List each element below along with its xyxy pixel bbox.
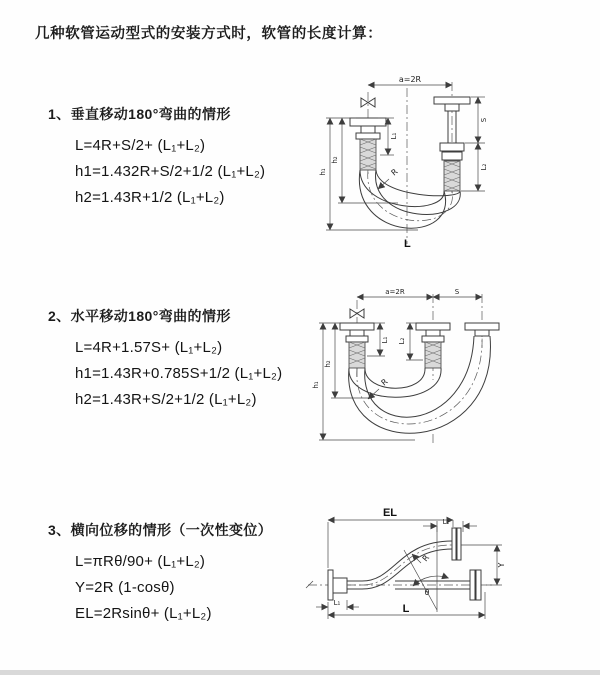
section-heading: 1、垂直移动180°弯曲的情形 <box>48 106 231 122</box>
formula-list <box>75 133 265 211</box>
section-heading: 2、水平移动180°弯曲的情形 <box>48 308 231 324</box>
dim-label-y: Y <box>497 562 506 568</box>
dim-label-l2: L₂ <box>442 518 450 526</box>
dimension-l2 <box>461 143 488 191</box>
left-riser <box>340 323 374 368</box>
formula: L=4R+S/2+ (L₁+L₂) <box>75 137 206 154</box>
valve-icon <box>350 309 364 318</box>
dimension-y <box>461 545 506 585</box>
formula-list <box>75 549 272 627</box>
formula: EL=2Rsinθ+ (L₁+L₂) <box>75 605 212 622</box>
displaced-flange <box>452 528 461 560</box>
dim-label-a2r: a=2R <box>385 288 405 296</box>
dim-label-r: R <box>420 553 432 564</box>
dim-label-h2: h₂ <box>331 156 339 164</box>
dim-label-s: S <box>454 288 460 296</box>
dim-label-l1: L₁ <box>333 599 341 607</box>
dim-label-r: R <box>379 377 390 388</box>
dim-label-l: L <box>402 603 410 615</box>
section-lateral-displacement <box>48 520 272 627</box>
formula-list <box>75 335 282 413</box>
left-flange <box>328 570 347 600</box>
dim-label-l2: L₂ <box>398 337 406 345</box>
diagram-vertical-180-bend <box>300 72 590 254</box>
formula: h1=1.432R+S/2+1/2 (L₁+L₂) <box>75 163 266 180</box>
formula: Y=2R (1-cosθ) <box>75 579 175 596</box>
dimension-l-total <box>328 592 485 619</box>
dim-label-l-total: L <box>404 238 411 250</box>
scan-edge <box>0 670 600 675</box>
section-horizontal-movement <box>48 306 282 413</box>
hose-s-curve <box>347 541 452 589</box>
dim-label-s: S <box>480 117 488 123</box>
formula: L=4R+1.57S+ (L₁+L₂) <box>75 339 223 356</box>
dim-label-l1: L₁ <box>390 132 398 140</box>
dim-label-h1: h₁ <box>319 168 327 176</box>
radius-leader <box>412 553 431 563</box>
dim-label-l1: L₁ <box>381 336 389 344</box>
dim-label-theta: θ <box>424 588 430 597</box>
dim-label-h1: h₁ <box>312 381 320 389</box>
formula: h1=1.43R+0.785S+1/2 (L₁+L₂) <box>75 365 283 382</box>
dim-label-el: EL <box>382 507 398 519</box>
diagram-lateral-displacement <box>300 500 600 650</box>
dimension-s <box>433 288 482 297</box>
formula: h2=1.43R+1/2 (L₁+L₂) <box>75 189 225 206</box>
dimension-a2r <box>368 75 452 85</box>
dim-label-r: R <box>389 167 400 178</box>
page-title: 几种软管运动型式的安装方式时，软管的长度计算： <box>35 26 383 42</box>
formula: L=πRθ/90+ (L₁+L₂) <box>75 553 206 570</box>
middle-riser <box>416 323 450 368</box>
dim-label-h2: h₂ <box>324 360 332 368</box>
dimension-el <box>328 507 453 568</box>
right-riser <box>434 97 470 191</box>
left-riser <box>350 118 386 170</box>
dim-label-a2r: a=2R <box>398 75 422 84</box>
diagram-horizontal-180-bend <box>310 288 600 450</box>
section-vertical-movement <box>48 104 265 211</box>
formula: h2=1.43R+S/2+1/2 (L₁+L₂) <box>75 391 257 408</box>
dim-label-l2: L₂ <box>480 163 488 171</box>
angle-theta <box>404 526 449 612</box>
section-heading: 3、横向位移的情形（一次性变位） <box>48 522 273 538</box>
dimension-a2r <box>357 288 433 297</box>
right-riser <box>465 323 499 336</box>
dimension-l1 <box>316 599 359 610</box>
hose-u-bends <box>349 336 491 433</box>
